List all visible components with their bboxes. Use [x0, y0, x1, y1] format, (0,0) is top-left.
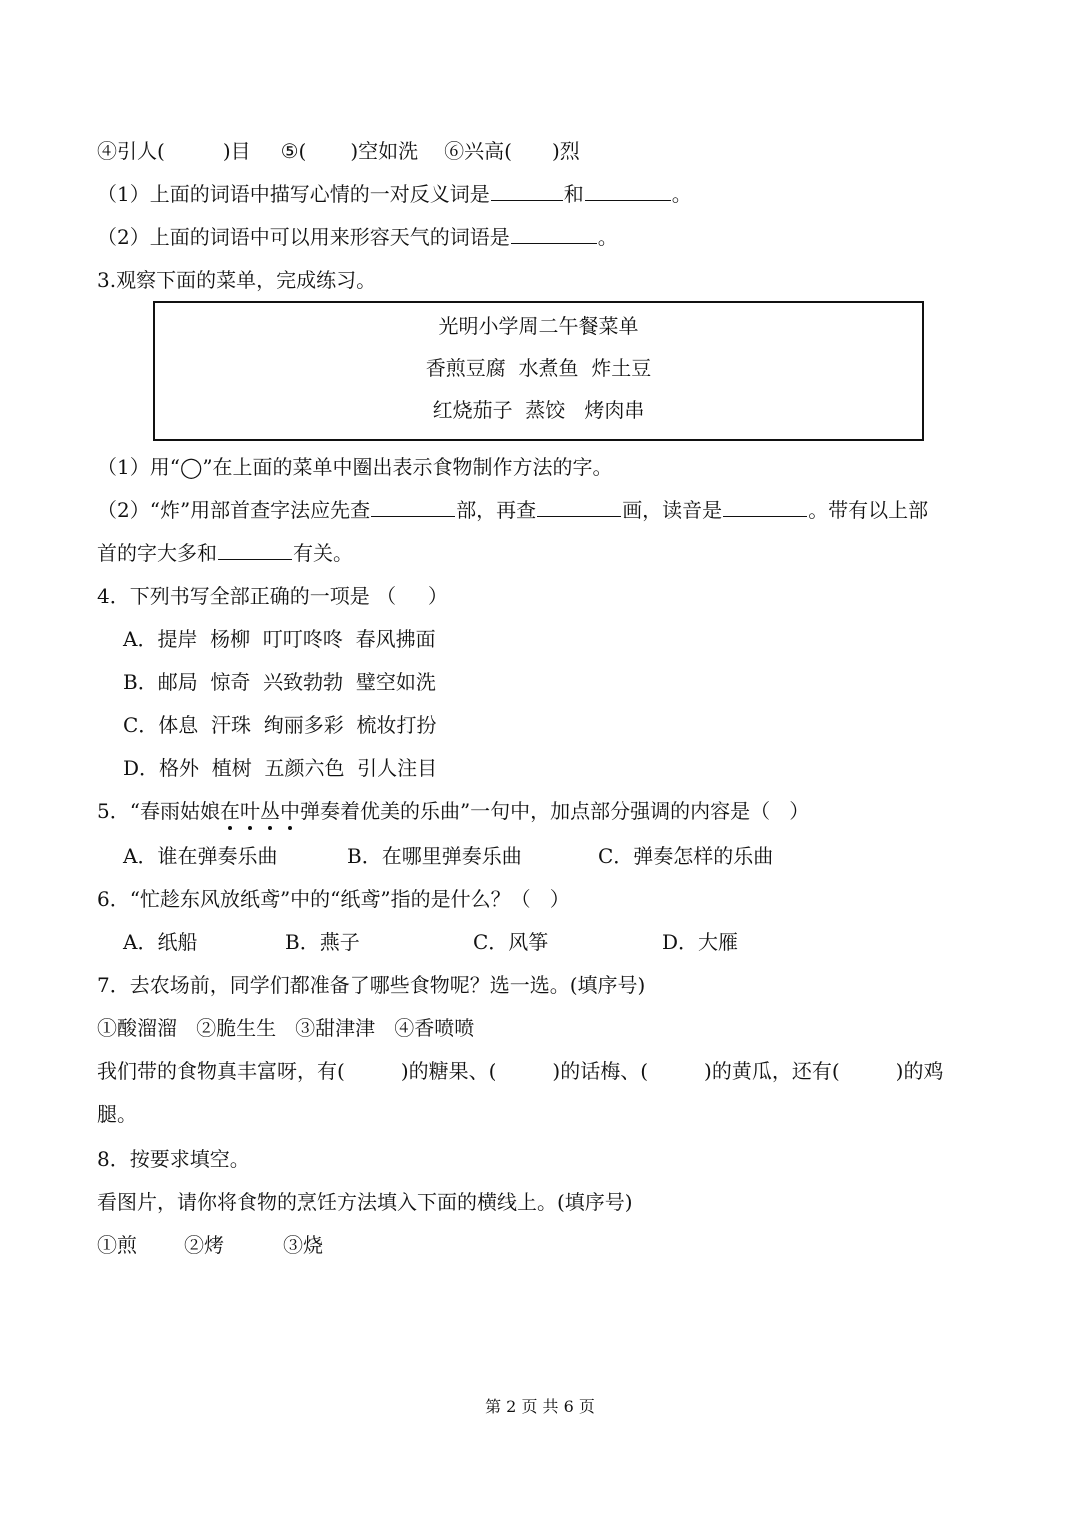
- question-7-choices: ①酸溜溜 ②脆生生 ③甜津津 ④香喷喷: [97, 1016, 475, 1040]
- question-8-option-3: ③烧: [283, 1233, 323, 1257]
- menu-line-1: 香煎豆腐 水煮鱼 炸土豆: [425, 356, 652, 380]
- question-4-option-a[interactable]: A．提岸 杨柳 叮叮咚咚 春风拂面: [123, 627, 436, 651]
- answer-blank[interactable]: [371, 500, 455, 517]
- question-4-stem: 4．下列书写全部正确的一项是 （ ）: [97, 584, 448, 608]
- emphasis-dot-char: 叶: [239, 799, 260, 823]
- answer-blank[interactable]: [511, 227, 597, 244]
- question-8-option-1: ①煎: [97, 1233, 137, 1257]
- question-2-2: （2）上面的词语中可以用来形容天气的词语是 。: [97, 225, 618, 249]
- emphasis-dot-char: 丛: [259, 799, 280, 823]
- answer-blank[interactable]: [723, 500, 807, 517]
- question-5-stem: 5．“春雨姑娘在叶丛中弹奏着优美的乐曲”一句中，加点部分强调的内容是（ ）: [97, 799, 810, 823]
- question-3-title: 3.观察下面的菜单，完成练习。: [97, 268, 377, 292]
- question-6-option-a[interactable]: A．纸船: [123, 930, 198, 954]
- question-7-sentence: 我们带的食物真丰富呀，有( )的糖果、( )的话梅、( )的黄瓜，还有( )的鸡: [97, 1059, 944, 1083]
- answer-blank[interactable]: [491, 184, 563, 201]
- question-4-option-c[interactable]: C．体息 汗珠 绚丽多彩 梳妆打扮: [123, 713, 437, 737]
- answer-blank[interactable]: [585, 184, 671, 201]
- question-6-stem: 6．“忙趁东风放纸鸢”中的“纸鸢”指的是什么？（ ）: [97, 887, 570, 911]
- question-8-instruction: 看图片，请你将食物的烹饪方法填入下面的横线上。(填序号): [97, 1190, 633, 1214]
- question-6-option-b[interactable]: B．燕子: [285, 930, 360, 954]
- question-5-option-c[interactable]: C．弹奏怎样的乐曲: [598, 844, 774, 868]
- menu-line-2: 红烧茄子 蒸饺 烤肉串: [432, 398, 645, 422]
- lunch-menu-box: [153, 301, 924, 441]
- answer-blank[interactable]: [537, 500, 621, 517]
- question-2-1: （1）上面的词语中描写心情的一对反义词是 和 。: [97, 182, 692, 206]
- question-3-2-continued: 首的字大多和 有关。: [97, 541, 353, 565]
- question-8-option-2: ②烤: [184, 1233, 224, 1257]
- question-7-sentence-continued: 腿。: [97, 1102, 137, 1126]
- vocab-line: ④引人( )目 ⑤( )空如洗 ⑥兴高( )烈: [97, 139, 580, 163]
- emphasis-dot-char: 中: [279, 799, 300, 823]
- emphasis-dot-char: 在: [219, 799, 240, 823]
- question-5-option-a[interactable]: A．谁在弹奏乐曲: [123, 844, 278, 868]
- page-footer: 第 2 页 共 6 页: [485, 1397, 595, 1416]
- question-3-2: （2）“炸”用部首查字法应先查 部，再查 画，读音是 。带有以上部: [97, 498, 929, 522]
- question-7-stem: 7．去农场前，同学们都准备了哪些食物呢？选一选。(填序号): [97, 973, 646, 997]
- question-6-option-c[interactable]: C．风筝: [473, 930, 549, 954]
- question-4-option-d[interactable]: D．格外 植树 五颜六色 引人注目: [123, 756, 438, 780]
- question-8-stem: 8．按要求填空。: [97, 1147, 250, 1171]
- question-5-option-b[interactable]: B．在哪里弹奏乐曲: [347, 844, 522, 868]
- question-3-1: （1）用“◯”在上面的菜单中圈出表示食物制作方法的字。: [97, 455, 613, 479]
- question-6-option-d[interactable]: D．大雁: [662, 930, 739, 954]
- answer-blank[interactable]: [218, 543, 292, 560]
- question-4-option-b[interactable]: B．邮局 惊奇 兴致勃勃 璧空如洗: [123, 670, 436, 694]
- menu-heading: 光明小学周二午餐菜单: [438, 314, 639, 338]
